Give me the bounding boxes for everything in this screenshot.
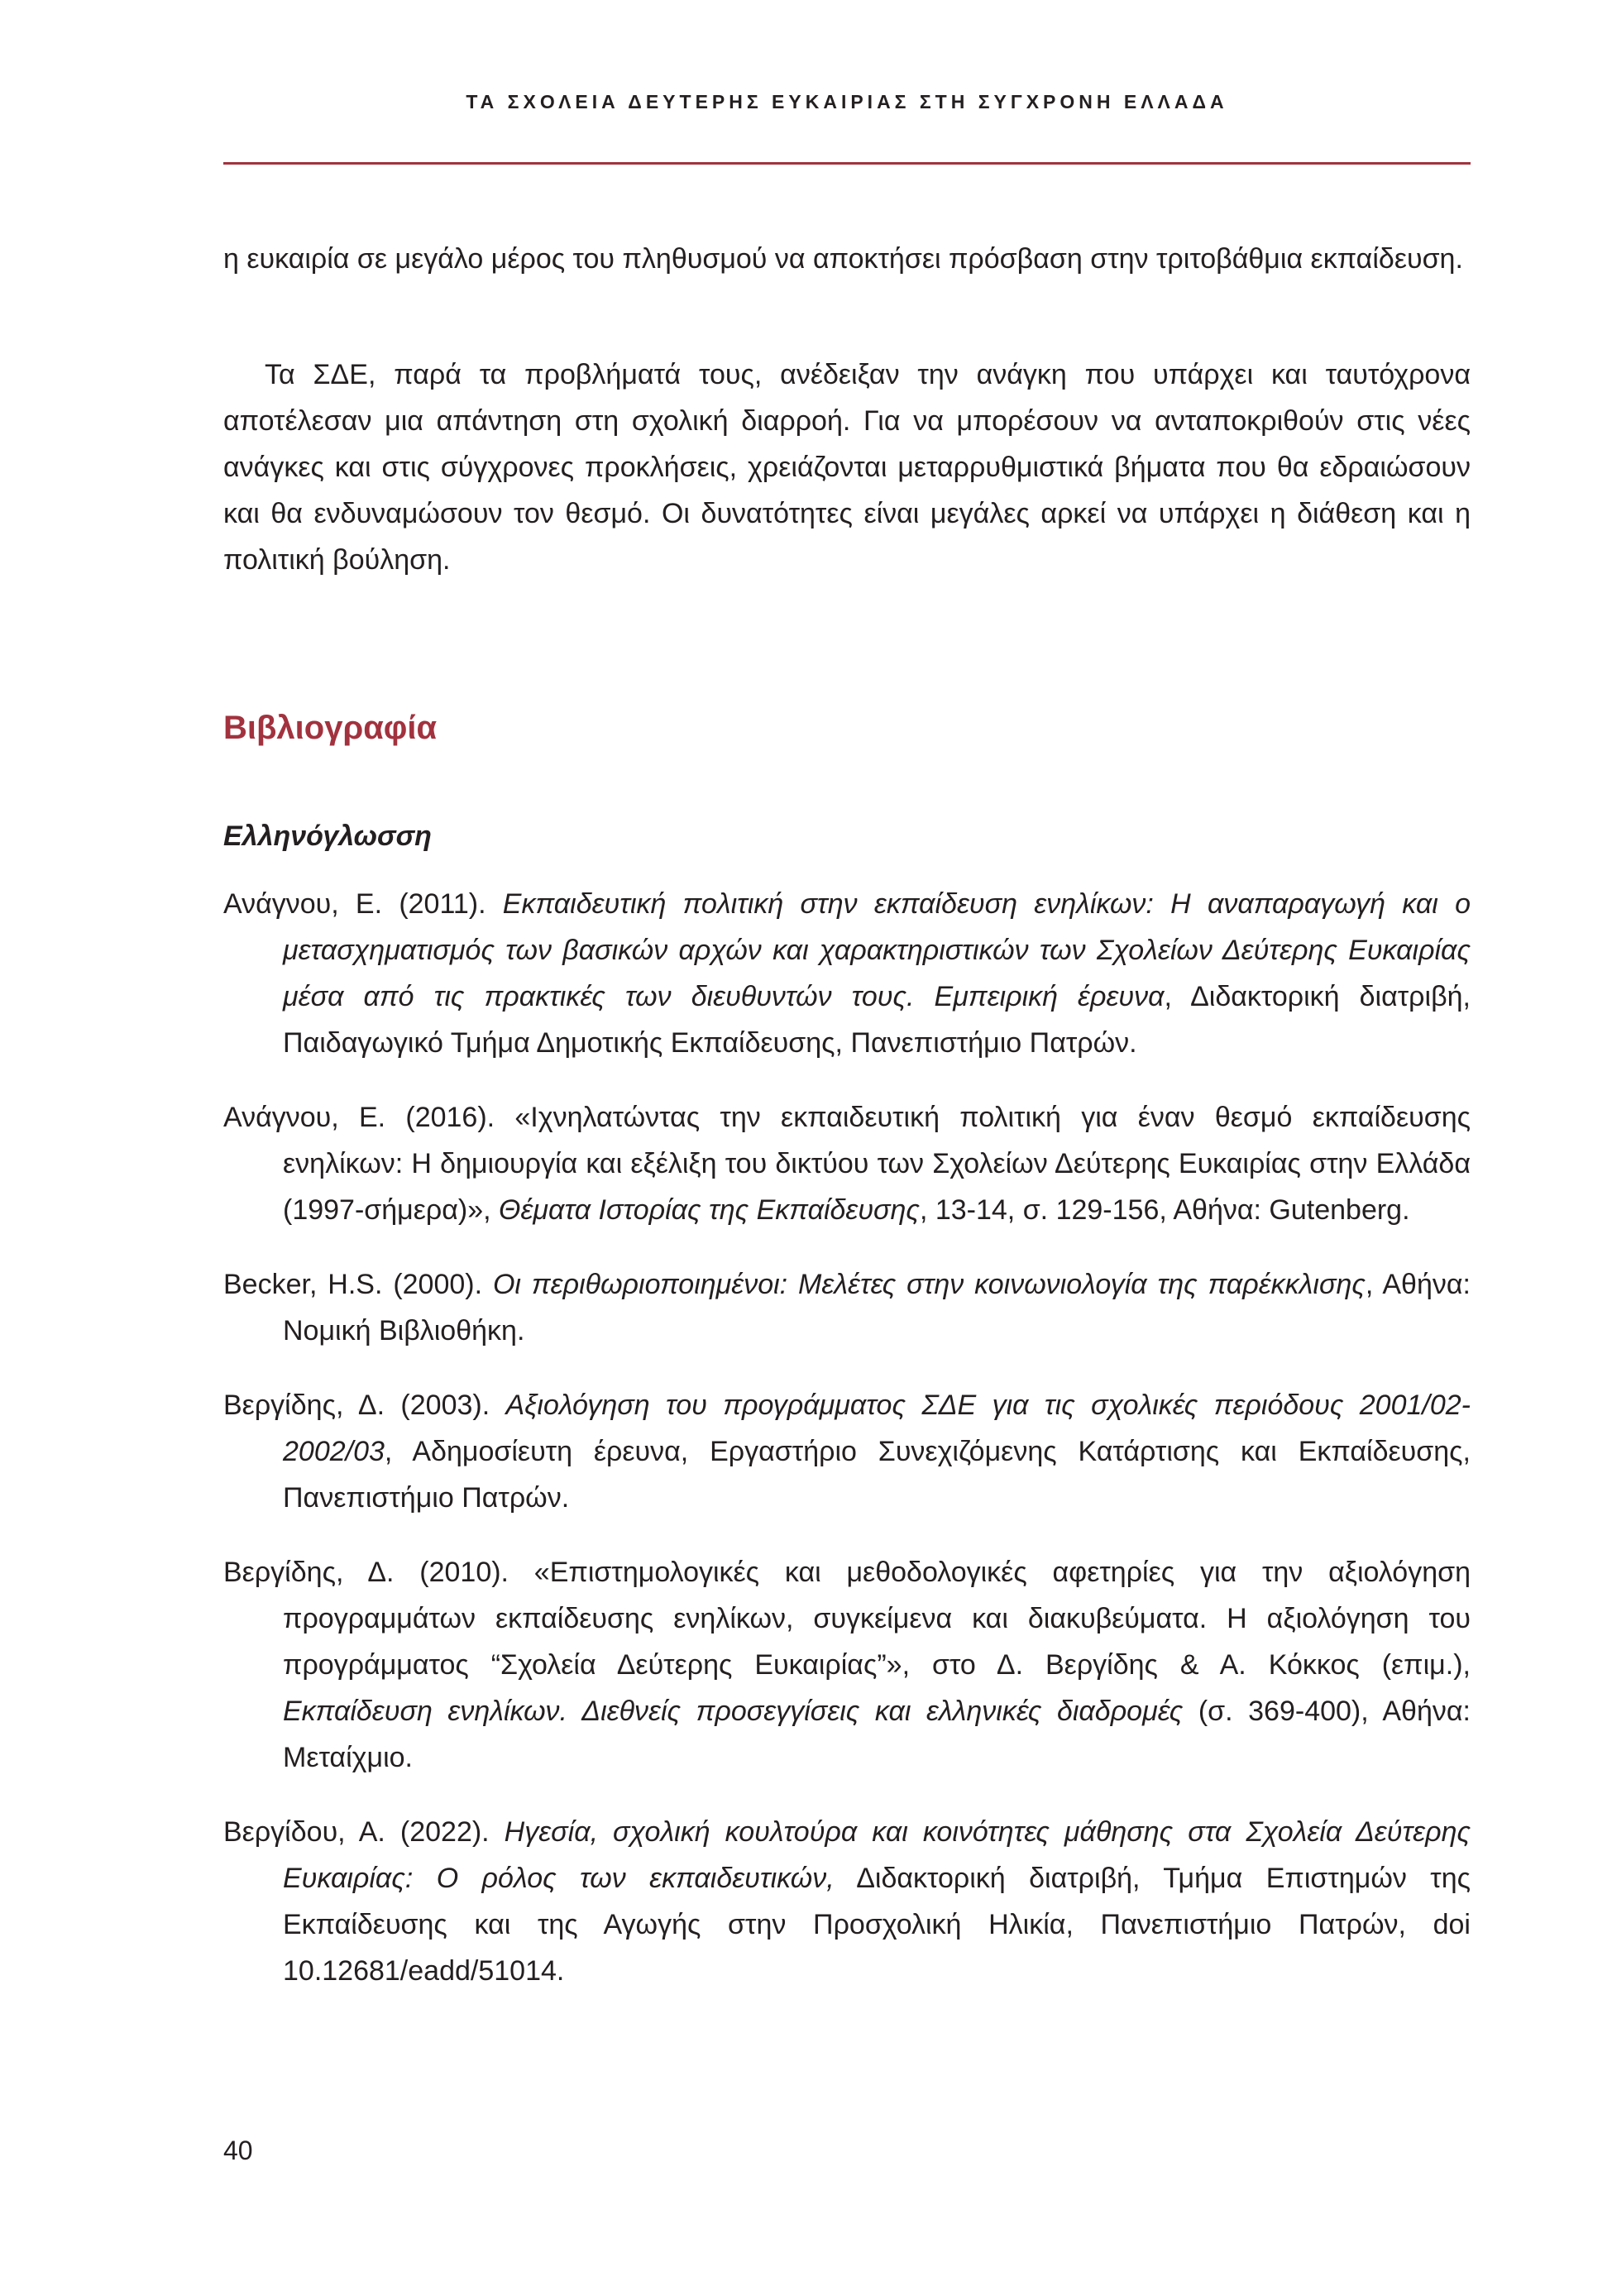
reference-item — [223, 881, 1471, 1066]
reference-title: Εκπαιδευτική πολιτική στην εκπαίδευση ενηλίκων: Η αναπαραγωγή και ο μετασχηματισμός των βασικών αρχών και χαρακτηριστικών των Σχολείων Δεύτερης Ευκαιρίας μέσα από τις πρακτικές των διευθυντών τους. Εμπειρική έρευνα — [283, 888, 1471, 1012]
reference-author: Ανάγνου, Ε. (2016). «Ιχνηλατώντας την εκπαιδευτική πολιτική για έναν θεσμό εκπαίδευσης ενηλίκων: Η δημιουργία και εξέλιξη του δικτύου των Σχολείων Δεύτερης Ευκαιρίας στην Ελλάδα (1997-σήμερα)», — [223, 1102, 1471, 1226]
reference-details: Διδακτορική διατριβή, Τμήμα Επιστημών της Εκπαίδευσης και της Αγωγής στην Προσχολική Ηλικία, Πανεπιστήμιο Πατρών, doi 10.12681/eadd/51014. — [283, 1863, 1471, 1987]
reference-author: Ανάγνου, Ε. (2011). — [223, 888, 503, 920]
reference-title: Ηγεσία, σχολική κουλτούρα και κοινότητες μάθησης στα Σχολεία Δεύτερης Ευκαιρίας: Ο ρόλος των εκπαιδευτικών, — [283, 1816, 1471, 1894]
page-number: 40 — [223, 2136, 253, 2165]
reference-details: , Αθήνα: Νομική Βιβλιοθήκη. — [283, 1269, 1471, 1347]
header-rule — [223, 162, 1471, 165]
reference-details: , Αδημοσίευτη έρευνα, Εργαστήριο Συνεχιζόμενης Κατάρτισης και Εκπαίδευσης, Πανεπιστήμιο Πατρών. — [283, 1436, 1471, 1514]
reference-details: , Διδακτορική διατριβή, Παιδαγωγικό Τμήμα Δημοτικής Εκπαίδευσης, Πανεπιστήμιο Πατρών. — [283, 981, 1471, 1059]
reference-item — [223, 1094, 1471, 1233]
reference-item — [223, 1549, 1471, 1781]
running-header: ΤΑ ΣΧΟΛΕΙΑ ΔΕΥΤΕΡΗΣ ΕΥΚΑΙΡΙΑΣ ΣΤΗ ΣΥΓΧΡΟΝΗ ΕΛΛΑΔΑ — [466, 91, 1228, 112]
reference-author: Becker, H.S. (2000). — [223, 1269, 493, 1300]
reference-item — [223, 1809, 1471, 1994]
reference-item — [223, 1261, 1471, 1354]
reference-details: , 13-14, σ. 129-156, Αθήνα: Gutenberg. — [919, 1194, 1410, 1226]
reference-title: Οι περιθωριοποιημένοι: Μελέτες στην κοινωνιολογία της παρέκκλισης — [492, 1269, 1366, 1300]
bibliography-subheading: Ελληνόγλωσση — [223, 820, 432, 852]
body-paragraph-1: η ευκαιρία σε μεγάλο μέρος του πληθυσμού να αποκτήσει πρόσβαση στην τριτοβάθμια εκπαίδευση. — [223, 243, 1463, 275]
bibliography-heading: Βιβλιογραφία — [223, 710, 438, 746]
body-paragraph-2: Τα ΣΔΕ, παρά τα προβλήματά τους, ανέδειξαν την ανάγκη που υπάρχει και ταυτόχρονα αποτέλεσαν μια απάντηση στη σχολική διαρροή. Για να μπορέσουν να ανταποκριθούν στις νέες ανάγκες και στις σύγχρονες προκλήσεις, χρειάζονται μεταρρυθμιστικά βήματα που θα εδραιώσουν και θα ενδυναμώσουν τον θεσμό. Οι δυνατότητες είναι μεγάλες αρκεί να υπάρχει η διάθεση και η πολιτική βούληση. — [223, 359, 1471, 576]
reference-title: Αξιολόγηση του προγράμματος ΣΔΕ για τις σχολικές περιόδους 2001/02-2002/03 — [283, 1390, 1471, 1467]
reference-author: Βεργίδου, Α. (2022). — [223, 1816, 505, 1848]
reference-title: Θέματα Ιστορίας της Εκπαίδευσης — [499, 1194, 920, 1226]
reference-details: (σ. 369-400), Αθήνα: Μεταίχμιο. — [283, 1696, 1471, 1773]
reference-author: Βεργίδης, Δ. (2003). — [223, 1390, 506, 1421]
reference-list — [223, 881, 1471, 2007]
reference-item — [223, 1382, 1471, 1521]
reference-title: Εκπαίδευση ενηλίκων. Διεθνείς προσεγγίσεις και ελληνικές διαδρομές — [283, 1696, 1184, 1727]
reference-author: Βεργίδης, Δ. (2010). «Επιστημολογικές και μεθοδολογικές αφετηρίες για την αξιολόγηση προγραμμάτων εκπαίδευσης ενηλίκων, συγκείμενα και διακυβεύματα. Η αξιολόγηση του προγράμματος “Σχολεία Δεύτερης Ευκαιρίας”», στο Δ. Βεργίδης & Α. Κόκκος (επιμ.), — [223, 1557, 1471, 1681]
